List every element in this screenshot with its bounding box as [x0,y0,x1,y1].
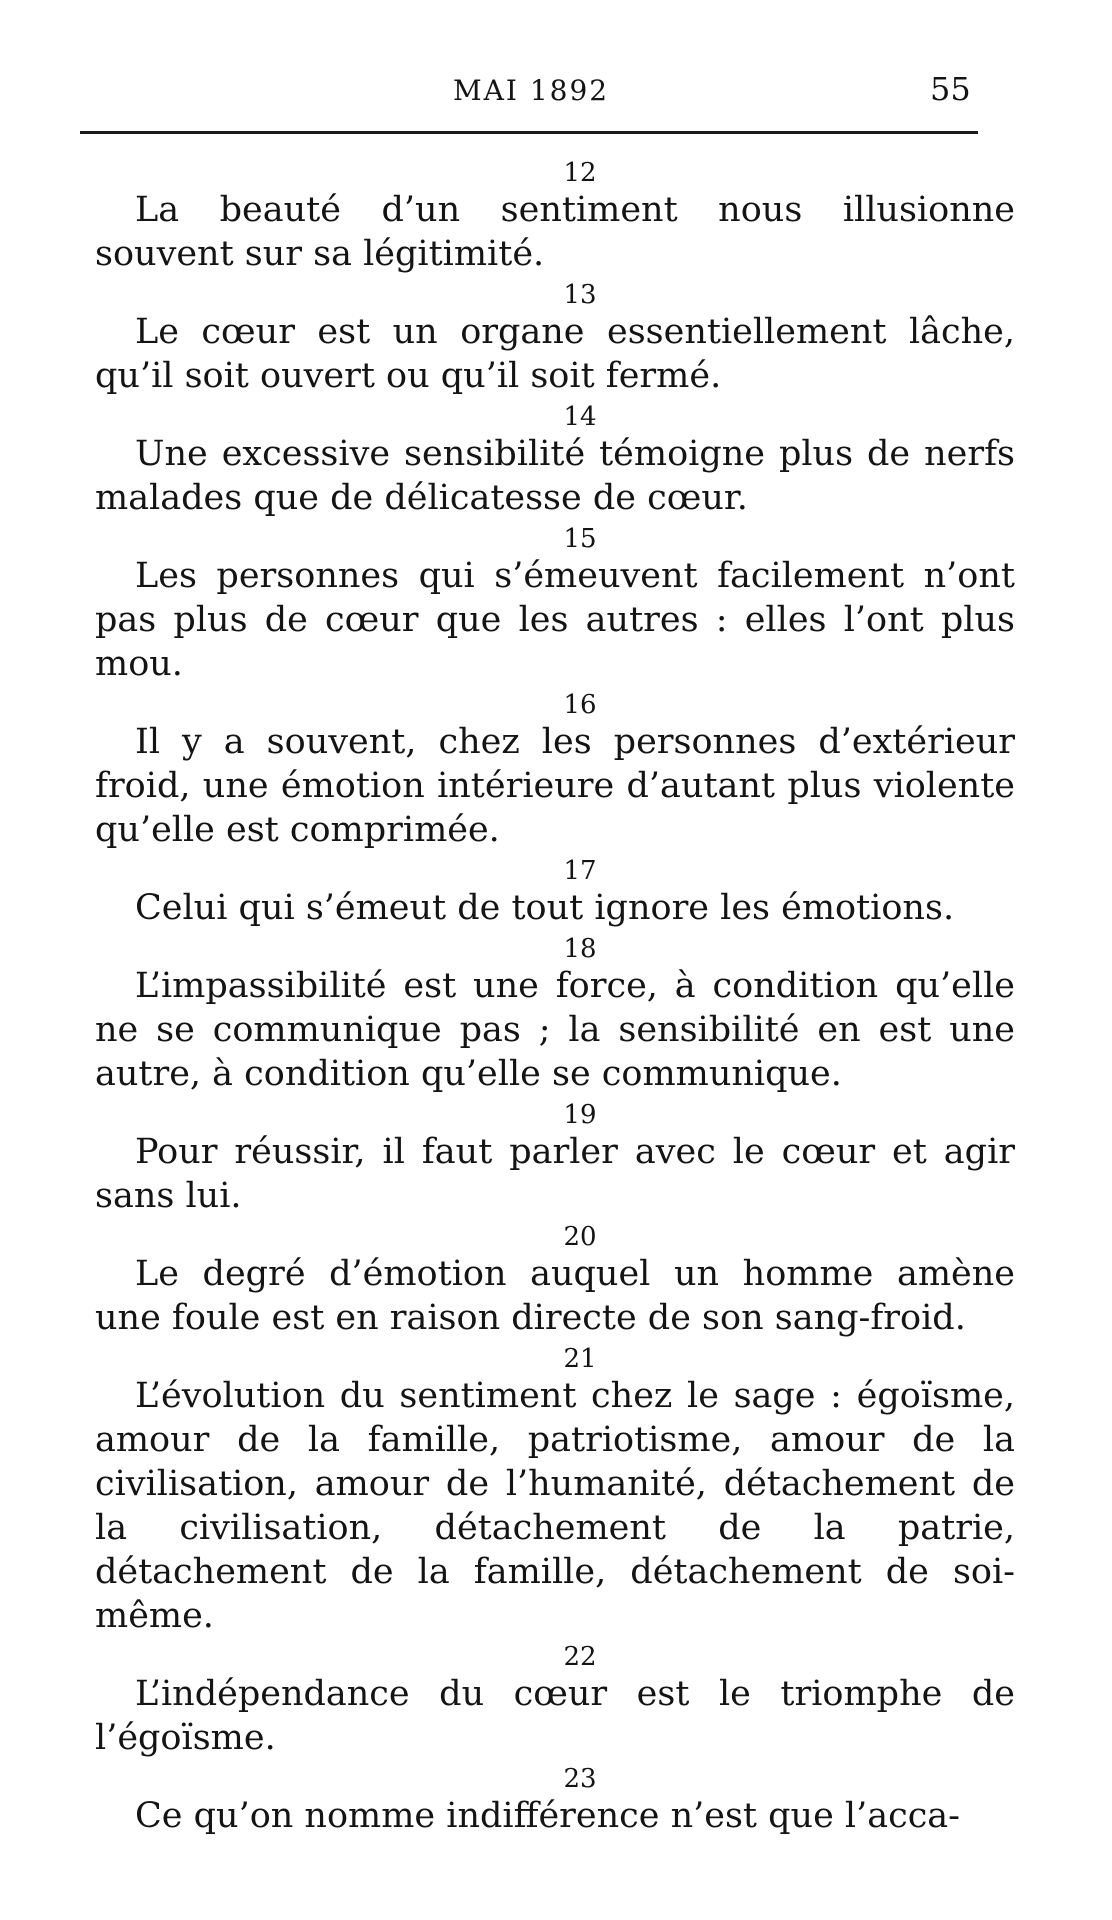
maxim-text: L’évolution du sentiment chez le sage : égoïsme, amour de la famille, patriotisme, amour de la civilisation, amour de l’humanité, détachement de la civilisation, détachement de la patrie, détachement de la famille, détachement de soi-même. [95,1376,1015,1636]
running-title: MAI 1892 [453,74,610,107]
maxim-number: 17 [563,856,597,886]
maxim-number: 19 [563,1100,597,1130]
maxim-number: 12 [563,158,597,188]
maxim-14 [95,402,1015,520]
maxim-text: Le cœur est un organe essentiellement lâche, qu’il soit ouvert ou qu’il soit fermé. [95,312,1015,396]
header-rule [80,131,978,134]
page-header [80,62,980,122]
maxim-text: Pour réussir, il faut parler avec le cœur et agir sans lui. [95,1132,1015,1216]
maxim-number: 21 [563,1344,597,1374]
maxim-15 [95,524,1015,686]
page-number: 55 [930,70,971,108]
maxim-text: Une excessive sensibilité témoigne plus de nerfs malades que de délicatesse de cœur. [95,434,1015,518]
maxim-text: L’indépendance du cœur est le triomphe de l’égoïsme. [95,1674,1015,1758]
maxim-23 [95,1764,1015,1838]
maxim-number: 23 [563,1764,597,1794]
maxim-number: 18 [563,934,597,964]
maxim-12 [95,158,1015,276]
maxim-text: Ce qu’on nomme indifférence n’est que l’acca- [135,1796,960,1836]
maxim-13 [95,280,1015,398]
maxim-number: 15 [563,524,597,554]
maxim-number: 20 [563,1222,597,1252]
maxim-text: Celui qui s’émeut de tout ignore les émotions. [135,888,955,928]
maxim-number: 22 [563,1642,597,1672]
maxim-number: 13 [563,280,597,310]
maxim-19 [95,1100,1015,1218]
maxim-text: Le degré d’émotion auquel un homme amène une foule est en raison directe de son sang-froid. [95,1254,1015,1338]
maxim-number: 14 [563,402,597,432]
maxim-text: Il y a souvent, chez les personnes d’extérieur froid, une émotion intérieure d’autant plus violente qu’elle est comprimée. [95,722,1015,850]
maxim-16 [95,690,1015,852]
maxim-text: La beauté d’un sentiment nous illusionne souvent sur sa légitimité. [95,190,1015,274]
maxim-17 [95,856,1015,930]
maxim-21 [95,1344,1015,1638]
maxim-20 [95,1222,1015,1340]
maxim-number: 16 [563,690,597,720]
maxim-18 [95,934,1015,1096]
maxim-text: L’impassibilité est une force, à condition qu’elle ne se communique pas ; la sensibilité en est une autre, à condition qu’elle se communique. [95,966,1015,1094]
maxim-text: Les personnes qui s’émeuvent facilement n’ont pas plus de cœur que les autres : elles l’ont plus mou. [95,556,1015,684]
maxim-22 [95,1642,1015,1760]
maxims-list [95,158,1015,1838]
